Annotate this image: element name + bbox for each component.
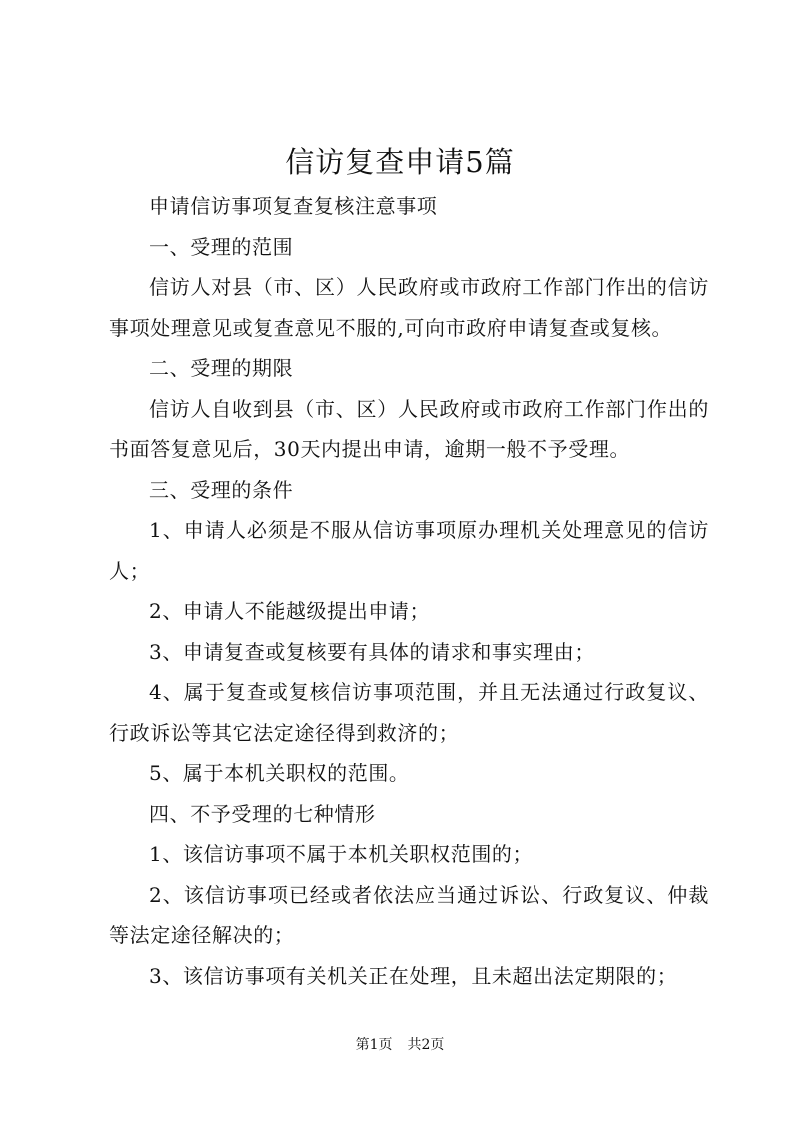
section-heading: 二、受理的期限 [149, 356, 294, 380]
section-heading: 一、受理的范围 [149, 234, 294, 259]
list-item: 2、申请人不能越级提出申请； [149, 599, 431, 623]
paragraph: 信访人自收到县（市、区）人民政府或市政府工作部门作出的书面答复意见后，30天内提出申请，逾期一般不予受理。 [109, 396, 709, 461]
list-item: 3、该信访事项有关机关正在处理，且未超出法定期限的； [149, 963, 678, 988]
paragraph: 申请信访事项复查复核注意事项 [149, 194, 438, 218]
list-item: 5、属于本机关职权的范围。 [149, 761, 410, 785]
list-item: 4、属于复查或复核信访事项范围，并且无法通过行政复议、行政诉讼等其它法定途径得到救济的； [109, 680, 709, 745]
list-item: 2、该信访事项已经或者依法应当通过诉讼、行政复议、仲裁等法定途径解决的； [109, 882, 709, 947]
document-body [109, 186, 709, 996]
document-title: 信访复查申请5篇 [285, 145, 515, 179]
list-item: 1、申请人必须是不服从信访事项原办理机关处理意见的信访人； [109, 518, 709, 583]
page-footer [0, 1034, 800, 1056]
page-total: 共2页 [407, 1037, 445, 1053]
list-item: 1、该信访事项不属于本机关职权范围的； [149, 842, 534, 866]
section-heading: 四、不予受理的七种情形 [149, 801, 376, 826]
page-number: 第1页 [355, 1037, 393, 1053]
section-heading: 三、受理的条件 [149, 477, 294, 502]
list-item: 3、申请复查或复核要有具体的请求和事实理由； [149, 639, 595, 664]
paragraph: 信访人对县（市、区）人民政府或市政府工作部门作出的信访事项处理意见或复查意见不服的,可向市政府申请复查或复核。 [109, 275, 709, 340]
